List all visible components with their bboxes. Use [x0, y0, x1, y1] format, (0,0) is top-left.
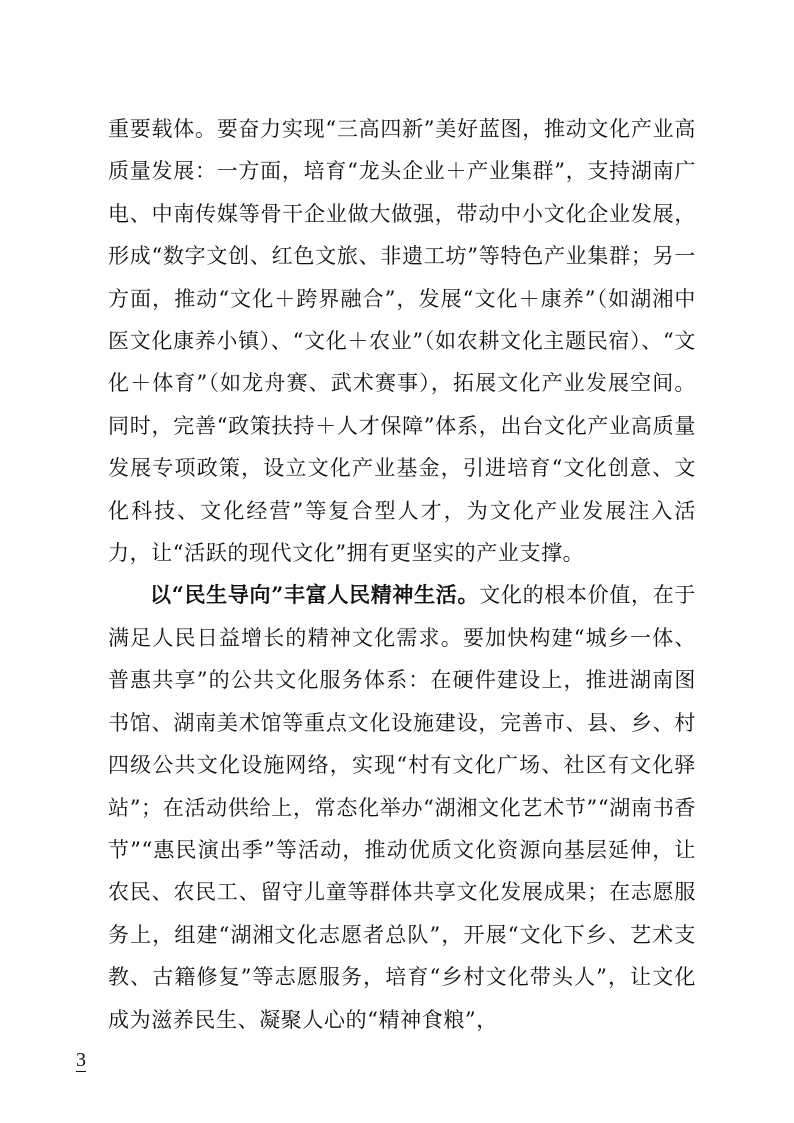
paragraph-2-lead: 以“民生导向”丰富人民精神生活。 — [150, 582, 480, 608]
paragraph-1-text: 重要载体。要奋力实现“三高四新”美好蓝图，推动文化产业高质量发展：一方面，培育“龙头企业＋产业集群”，支持湖南广电、中南传媒等骨干企业做大做强，带动中小文化企业发展，形成“数字文创、红色文旅、非遗工坊”等特色产业集群；另一方面，推动“文化＋跨界融合”，发展“文化＋康养”（如湖湘中医文化康养小镇）、“文化＋农业”（如农耕文化主题民宿）、“文化＋体育”（如龙舟赛、武术赛事），拓展文化产业发展空间。同时，完善“政策扶持＋人才保障”体系，出台文化产业高质量发展专项政策，设立文化产业基金，引进培育“文化创意、文化科技、文化经营”等复合型人才，为文化产业发展注入活力，让“活跃的现代文化”拥有更坚实的产业支撑。 — [108, 117, 696, 566]
body-text — [108, 108, 696, 1041]
paragraph-2 — [108, 574, 696, 1040]
paragraph-2-text: 文化的根本价值，在于满足人民日益增长的精神文化需求。要加快构建“城乡一体、普惠共享”的公共文化服务体系：在硬件建设上，推进湖南图书馆、湖南美术馆等重点文化设施建设，完善市、县、乡、村四级公共文化设施网络，实现“村有文化广场、社区有文化驿站”；在活动供给上，常态化举办“湖湘文化艺术节”“湖南书香节”“惠民演出季”等活动，推动优质文化资源向基层延伸，让农民、农民工、留守儿童等群体共享文化发展成果；在志愿服务上，组建“湖湘文化志愿者总队”，开展“文化下乡、艺术支教、古籍修复”等志愿服务，培育“乡村文化带头人”，让文化成为滋养民生、凝聚人心的“精神食粮”， — [108, 583, 696, 1032]
page-number: 3 — [76, 1049, 86, 1071]
paragraph-1 — [108, 108, 696, 574]
